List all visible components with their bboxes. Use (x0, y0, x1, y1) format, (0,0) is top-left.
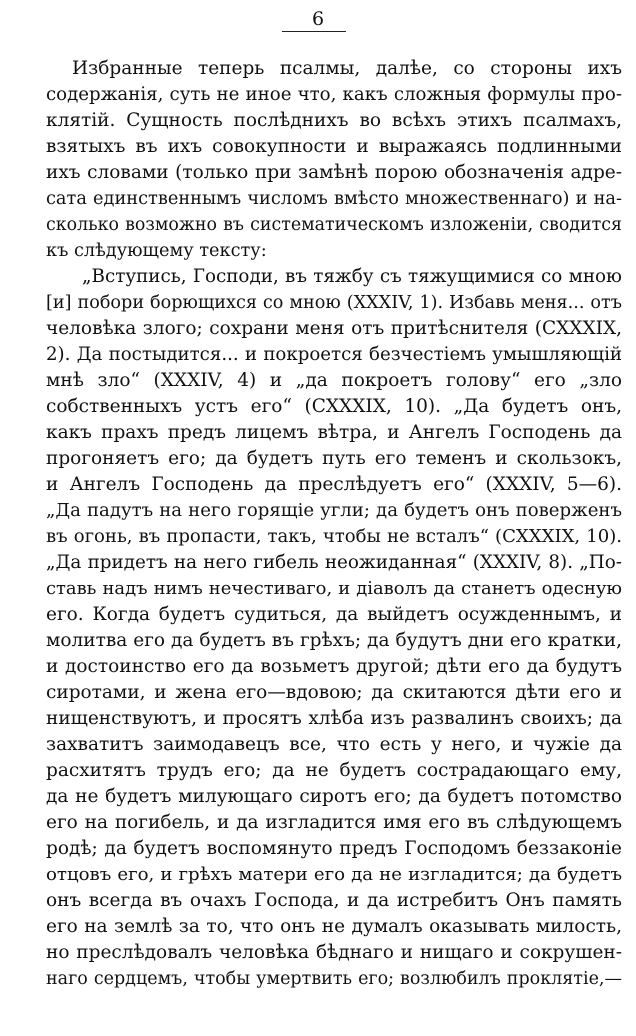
text-line: ихъ словами (только при замѣнѣ порою обозначенія адре- (46, 162, 622, 183)
text-line: содержанія, суть не иное что, какъ сложныя формулы про- (46, 84, 622, 105)
text-line: какъ прахъ предъ лицемъ вѣтра, и Ангелъ Господень да (46, 422, 622, 443)
text-line: „Вступись, Господи, въ тяжбу съ тяжущимися со мною (82, 266, 622, 287)
text-line: нищенствуютъ, и просятъ хлѣба изъ развалинъ своихъ; да (46, 708, 622, 729)
text-line: [и] побори борющихся со мною (XXXIV, 1). Избавь меня... отъ (46, 293, 622, 313)
page-number: 6 (311, 8, 325, 30)
text-line: „Да падутъ на него горящіе угли; да будетъ онъ поверженъ (46, 500, 622, 521)
text-line: его на погибель, и да изгладится имя его въ слѣдующемъ (46, 812, 622, 833)
text-line: сата единственнымъ числомъ вмѣсто множественнаго) и на- (46, 189, 622, 209)
text-line: человѣка злого; сохрани меня отъ притѣснителя (CXXXIX, (46, 318, 622, 339)
text-line: собственныхъ устъ его“ (CXXXIX, 10). „Да будетъ онъ, (46, 396, 622, 417)
page-number-rule (282, 31, 346, 32)
text-line: молитва его да будетъ въ грѣхъ; да будутъ дни его кратки, (46, 630, 622, 651)
text-line: его на землѣ за то, что онъ не думалъ оказывать милость, (46, 916, 622, 937)
text-line: Избранные теперь псалмы, далѣе, со стороны ихъ (72, 58, 622, 79)
text-line: но преслѣдовалъ человѣка бѣднаго и нищаго и сокрушен- (46, 942, 622, 963)
text-line: въ огонь, въ пропасти, такъ, чтобы не всталъ“ (CXXXIX, 10). (46, 526, 622, 547)
text-line: отцовъ его, и грѣхъ матери его да не изгладится; да будетъ (46, 864, 622, 885)
text-line: онъ всегда въ очахъ Господа, и да истребитъ Онъ память (46, 890, 622, 911)
text-line: его. Когда будетъ судиться, да выйдетъ осужденнымъ, и (46, 604, 622, 625)
text-line: и достоинство его да возьметъ другой; дѣти его да будутъ (46, 656, 622, 677)
text-line: ставь надъ нимъ нечестиваго, и діаволъ да станетъ одесную (46, 578, 622, 599)
text-line: прогоняетъ его; да будетъ путь его теменъ и скользокъ, (46, 448, 622, 469)
text-line: сколько возможно въ систематическомъ изложеніи, сводится (46, 215, 622, 235)
text-line: расхитятъ трудъ его; да не будетъ сострадающаго ему, (46, 760, 622, 781)
text-line: клятій. Сущность послѣднихъ во всѣхъ этихъ псалмахъ, (46, 110, 622, 131)
text-line: наго сердцемъ, чтобы умертвить его; возлюбилъ проклятіе,— (46, 969, 622, 989)
text-line: къ слѣдующему тексту: (46, 241, 267, 261)
text-line: мнѣ зло“ (XXXIV, 4) и „да покроетъ голову“ его „зло (46, 370, 622, 391)
text-line: взятыхъ въ ихъ совокупности и выражаясь подлинными (46, 136, 622, 157)
text-line: и Ангелъ Господень да преслѣдуетъ его“ (XXXIV, 5—6). (46, 474, 622, 495)
text-line: 2). Да постыдится... и покроется безчестіемъ умышляющій (46, 344, 622, 365)
text-line: родѣ; да будетъ воспомянуто предъ Господомъ беззаконіе (46, 838, 622, 859)
text-line: да не будетъ милующаго сиротъ его; да будетъ потомство (46, 786, 622, 807)
text-line: сиротами, и жена его—вдовою; да скитаются дѣти его и (46, 682, 622, 703)
text-line: „Да придетъ на него гибель неожиданная“ (XXXIV, 8). „По- (46, 552, 622, 573)
text-line: захватитъ заимодавецъ все, что есть у него, и чужіе да (46, 734, 622, 755)
